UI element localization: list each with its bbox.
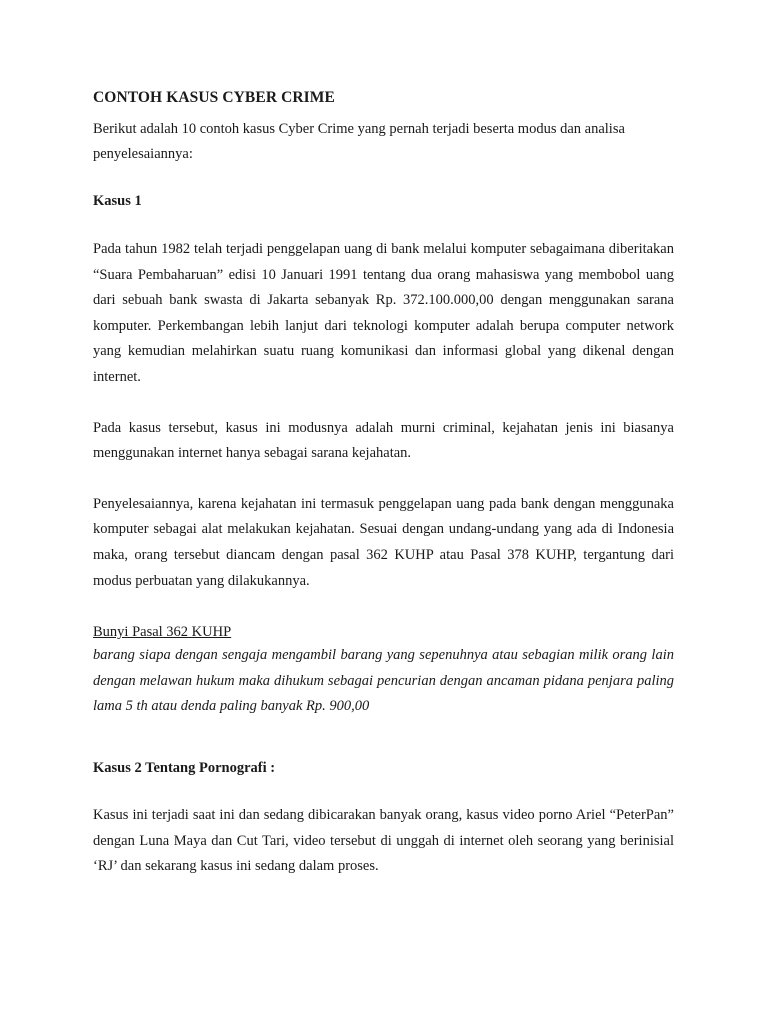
case1-heading: Kasus 1 bbox=[93, 193, 142, 209]
case1-paragraph-2: Pada kasus tersebut, kasus ini modusnya adalah murni criminal, kejahatan jenis ini biasanya menggunakan internet hanya sebagai sarana kejahatan. bbox=[93, 419, 674, 462]
document-page bbox=[93, 88, 674, 880]
law-title: Bunyi Pasal 362 KUHP bbox=[93, 624, 232, 641]
law-text: barang siapa dengan sengaja mengambil barang yang sepenuhnya atau sebagian milik orang lain dengan melawan hukum maka dihukum sebagai pencurian dengan ancaman pidana penjara paling lama 5 th atau denda paling banyak Rp. 900,00 bbox=[93, 647, 674, 715]
case2-heading: Kasus 2 Tentang Pornografi : bbox=[93, 759, 276, 776]
case2-paragraph-1: Kasus ini terjadi saat ini dan sedang dibicarakan banyak orang, kasus video porno Ariel “PeterPan” dengan Luna Maya dan Cut Tari, video tersebut di unggah di internet oleh seorang yang berinisial ‘RJ’ dan sekarang kasus ini sedang dalam proses. bbox=[93, 806, 674, 875]
document-title: CONTOH KASUS CYBER CRIME bbox=[93, 89, 335, 106]
case1-paragraph-1: Pada tahun 1982 telah terjadi penggelapan uang di bank melalui komputer sebagaimana diberitakan “Suara Pembaharuan” edisi 10 Januari 1991 tentang dua orang mahasiswa yang membobol uang dari sebuah bank swasta di Jakarta sebanyak Rp. 372.100.000,00 dengan menggunakan sarana komputer. Perkembangan lebih lanjut dari teknologi komputer adalah berupa computer network yang kemudian melahirkan suatu ruang komunikasi dan informasi global yang dikenal dengan internet. bbox=[93, 241, 674, 385]
case1-paragraph-3: Penyelesaiannya, karena kejahatan ini termasuk penggelapan uang pada bank dengan menggunaka komputer sebagai alat melakukan kejahatan. Sesuai dengan undang-undang yang ada di Indonesia maka, orang tersebut diancam dengan pasal 362 KUHP atau Pasal 378 KUHP, tergantung dari modus perbuatan yang dilakukannya. bbox=[93, 495, 674, 589]
intro-paragraph: Berikut adalah 10 contoh kasus Cyber Crime yang pernah terjadi beserta modus dan analisa penyelesaiannya: bbox=[93, 121, 625, 162]
